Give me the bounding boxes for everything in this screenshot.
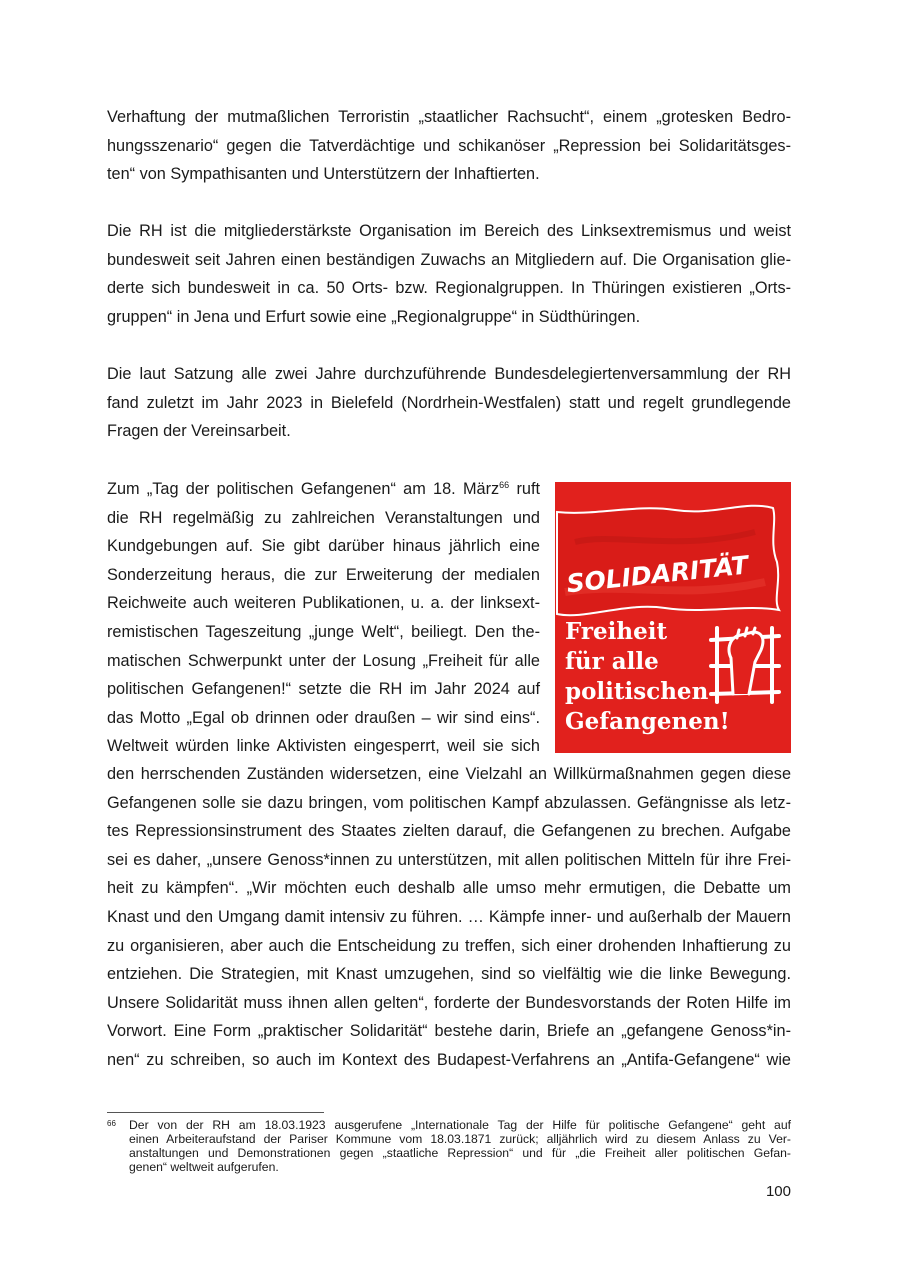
svg-text:für alle: für alle (565, 648, 659, 675)
footnote-line: Der von der RH am 18.03.1923 ausgerufene „Internationale Tag der Hilfe für politische Gefangene“ geht auf (129, 1118, 791, 1132)
text-line: Unsere Solidarität muss ihnen allen gelten“, forderte der Bundesvorstands der Roten Hilfe im (107, 993, 791, 1012)
text-line: Zum „Tag der politischen Gefangenen“ am 18. März$^{66}$ ruft (107, 480, 540, 498)
text-line: den herrschenden Zuständen widersetzen, eine Vielzahl an Willkürmaßnahmen gegen diese (107, 765, 791, 783)
paragraph-arrest-rhetoric (107, 103, 791, 189)
text-line: Verhaftung der mutmaßlichen Terroristin „staatlicher Rachsucht“, einem „grotesken Bedro- (107, 108, 791, 126)
text-line: remistischen Tageszeitung „junge Welt“, beiliegt. Den the- (107, 622, 540, 641)
footnote-number: 66 (107, 1119, 116, 1128)
text-line: Kundgebungen auf. Sie gibt darüber hinaus jährlich eine (107, 537, 540, 556)
poster-graphic (555, 482, 791, 753)
text-line: gruppen“ in Jena und Erfurt sowie eine „Regionalgruppe“ in Südthüringen. (107, 307, 641, 326)
text-line: Gefangenen solle sie dazu bringen, vom politischen Kampf abzulassen. Gefängnisse als letz- (107, 793, 791, 812)
text-line: tes Repressionsinstrument des Staates zielten darauf, die Gefangenen zu brechen. Aufgabe (107, 822, 791, 841)
text-line: das Motto „Egal ob drinnen oder draußen – wir sind eins“. (107, 708, 540, 727)
text-line: Fragen der Vereinsarbeit. (107, 422, 291, 441)
text-line: sei es daher, „unsere Genoss*innen zu unterstützen, mit allen politischen Mitteln für ihre Frei- (107, 850, 791, 869)
footnote-text (129, 1118, 791, 1174)
footnote-line: einen Arbeiteraufstand der Pariser Kommune vom 18.03.1871 zurück; alljährlich wird zu diesem Anlass zu Ver- (129, 1132, 791, 1146)
footnote-66 (107, 1118, 791, 1174)
footnote-line: anstaltungen und Demonstrationen gegen „staatliche Repression“ und für „die Freiheit aller politischen Gefan- (129, 1146, 791, 1160)
text-line: politischen Gefangenen!“ setzte die RH im Jahr 2024 auf (107, 680, 540, 699)
paragraph-membership (107, 217, 791, 331)
paragraph-delegates-assembly (107, 360, 791, 446)
text-line: fand zuletzt im Jahr 2023 in Bielefeld (Nordrhein-Westfalen) statt und regelt grundlegende (107, 393, 791, 412)
text-line: Knast und den Umgang damit intensiv zu führen. … Kämpfe inner- und außerhalb der Mauern (107, 907, 791, 926)
footnote-divider (107, 1112, 324, 1113)
text-line: die RH regelmäßig zu zahlreichen Veranstaltungen und (107, 508, 540, 527)
svg-text:politischen: politischen (565, 678, 709, 705)
text-line: Vorwort. Eine Form „praktischer Solidarität“ bestehe darin, Briefe an „gefangene Genoss*in- (107, 1022, 791, 1041)
text-line: Reichweite auch weiteren Publikationen, u. a. der linksext- (107, 594, 540, 613)
text-line: heit zu kämpfen“. „Wir möchten euch deshalb alle umso mehr ermutigen, die Debatte um (107, 879, 791, 898)
page-number: 100 (765, 1183, 791, 1200)
text-line: bundesweit seit Jahren einen beständigen Zuwachs an Mitgliedern auf. Die Organisation glie- (107, 250, 791, 269)
svg-text:Freiheit: Freiheit (565, 618, 668, 645)
solidarity-poster-image (555, 482, 791, 753)
text-line: ten“ von Sympathisanten und Unterstützern der Inhaftierten. (107, 165, 540, 184)
text-line: Die laut Satzung alle zwei Jahre durchzuführende Bundesdelegiertenversammlung der RH (107, 365, 791, 383)
text-line: Sonderzeitung heraus, die zur Erweiterung der medialen (107, 565, 540, 584)
footnote-reference[interactable]: 66 (499, 480, 510, 490)
flag-text: SOLIDARITÄT (565, 550, 750, 599)
svg-text:Gefangenen!: Gefangenen! (565, 708, 730, 735)
paragraph-political-prisoners-day (107, 475, 540, 761)
text-line: entziehen. Die Strategien, mit Knast umzugehen, sind so vielfältig wie die linke Bewegung. (107, 965, 791, 984)
text-line: Die RH ist die mitgliederstärkste Organisation im Bereich des Linksextremismus und weist (107, 222, 791, 240)
text-line: matischen Schwerpunkt unter der Losung „Freiheit für alle (107, 651, 540, 670)
text-line: Weltweit würden linke Aktivisten eingesperrt, weil sie sich (107, 737, 540, 756)
text-line: nen“ zu schreiben, so auch im Kontext des Budapest-Verfahrens an „Antifa-Gefangene“ wie (107, 1050, 791, 1069)
paragraph-political-prisoners-continued (107, 760, 791, 1075)
text-line: hungsszenario“ gegen die Tatverdächtige und schikanöser „Repression bei Solidaritätsges- (107, 136, 791, 155)
text-line: derte sich bundesweit in ca. 50 Orts- bzw. Regionalgruppen. In Thüringen existieren „Orts- (107, 279, 791, 298)
text-line: zu organisieren, aber auch die Entscheidung zu treffen, sich einer drohenden Inhaftierung zu (107, 936, 791, 955)
footnote-line: genen“ weltweit aufgerufen. (129, 1160, 279, 1174)
